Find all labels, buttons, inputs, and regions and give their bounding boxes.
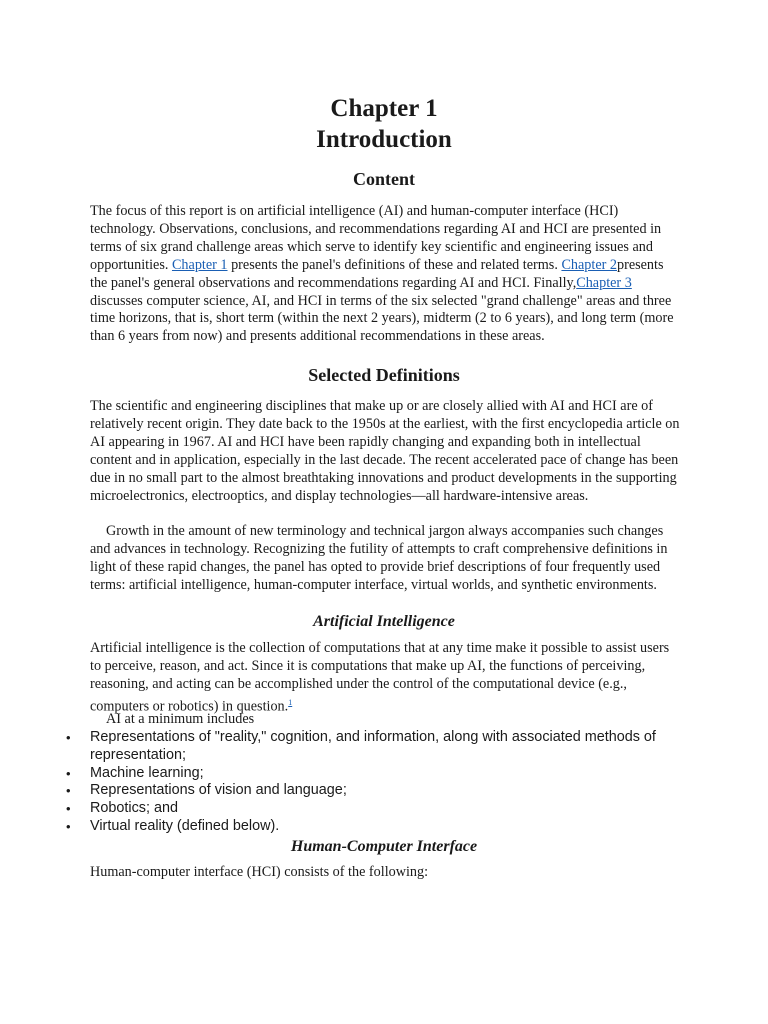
chapter-label: Chapter 1 xyxy=(330,95,438,122)
chapter-title xyxy=(0,93,768,155)
list-item: • Representations of "reality," cognition, and information, along with associated methods of representation; xyxy=(90,729,680,765)
list-item: • Representations of vision and language; xyxy=(90,782,680,800)
footnote-marker[interactable] xyxy=(288,698,292,707)
list-item: • Machine learning; xyxy=(90,765,680,783)
intro-paragraph xyxy=(90,203,680,346)
ai-includes-list xyxy=(90,729,680,836)
ai-heading: Artificial Intelligence xyxy=(313,613,455,630)
ai-minimum-intro: AI at a minimum includes xyxy=(106,711,255,727)
footnote-link[interactable]: 1 xyxy=(288,697,293,707)
intro-text-1: The focus of this report is on artificial intelligence (AI) and human-computer interface (HCI) technology. Observations, conclusions, and recommendations regarding AI and HCI are presented in terms of six grand challenge areas which serve to identify key scientific and engineering issues and opportunities. xyxy=(90,203,662,273)
hci-heading: Human-Computer Interface xyxy=(290,838,478,855)
ai-paragraph xyxy=(90,640,680,716)
chapter-3-link[interactable]: Chapter 3 xyxy=(576,274,632,291)
intro-text-3: presents the panel's general observations and recommendations regarding AI and HCI. Finally, xyxy=(90,256,664,291)
intro-text-2: presents the panel's definitions of these and related terms. xyxy=(227,256,562,273)
list-item: • Robotics; and xyxy=(90,800,680,818)
definitions-paragraph-2: Growth in the amount of new terminology and technical jargon always accompanies such changes and advances in technology. Recognizing the futility of attempts to craft comprehensive definitions in light of these rapid changes, the panel has opted to provide brief descriptions of four frequently used terms: artificial intelligence, human-computer interface, virtual worlds, and synthetic environments. xyxy=(90,523,668,593)
chapter-name: Introduction xyxy=(316,126,452,153)
definitions-paragraph-1: The scientific and engineering disciplines that make up or are closely allied with AI and HCI are of relatively recent origin. They date back to the 1950s at the earliest, with the first encyclopedia article on AI appearing in 1967. AI and HCI have been rapidly changing and expanding both in intellectual content and in application, especially in the last decade. The recent accelerated pace of change has been due in no small part to the almost breathtaking innovations and product developments in the supporting microelectronics, electrooptics, and display technologies—all hardware-intensive areas. xyxy=(90,398,680,504)
chapter-1-link[interactable]: Chapter 1 xyxy=(171,256,228,273)
list-item: • Virtual reality (defined below). xyxy=(90,818,680,836)
hci-paragraph: Human-computer interface (HCI) consists of the following: xyxy=(90,864,429,880)
content-heading: Content xyxy=(353,169,415,189)
ai-paragraph-text: Artificial intelligence is the collection of computations that at any time make it possible to assist users to perceive, reason, and act. Since it is computations that make up AI, the functions of perceiving, reasoning, and acting can be accomplished under the control of the computational device (e.g., computers or robotics) in question. xyxy=(90,640,670,715)
intro-text-4: discusses computer science, AI, and HCI in terms of the six selected "grand challenge" areas and three time horizons, that is, short term (within the next 2 years), midterm (2 to 6 years), and long term (more than 6 years from now) and presents additional recommendations in these areas. xyxy=(90,292,674,345)
chapter-2-link[interactable]: Chapter 2 xyxy=(561,256,617,273)
selected-definitions-heading: Selected Definitions xyxy=(308,365,460,385)
